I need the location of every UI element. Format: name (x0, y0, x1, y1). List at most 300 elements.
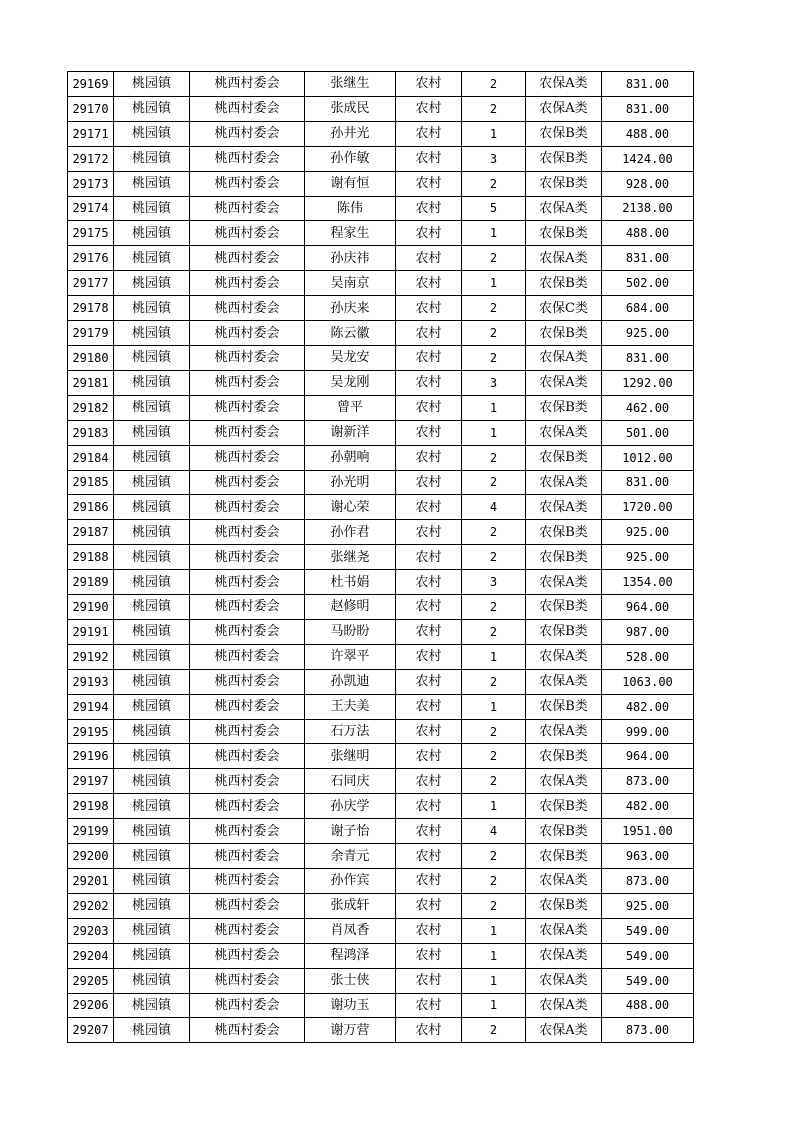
area-type-cell: 农村 (396, 395, 462, 420)
household-count-cell: 2 (462, 72, 526, 97)
amount-cell: 1292.00 (602, 370, 694, 395)
village-committee-cell: 桃西村委会 (190, 744, 305, 769)
name-cell: 陈伟 (305, 196, 396, 221)
data-table (67, 71, 694, 1043)
village-committee-cell: 桃西村委会 (190, 246, 305, 271)
household-count-cell: 2 (462, 869, 526, 894)
village-committee-cell: 桃西村委会 (190, 893, 305, 918)
household-count-cell: 2 (462, 719, 526, 744)
amount-cell: 964.00 (602, 595, 694, 620)
town-cell: 桃园镇 (114, 893, 190, 918)
village-committee-cell: 桃西村委会 (190, 619, 305, 644)
household-count-cell: 4 (462, 819, 526, 844)
area-type-cell: 农村 (396, 271, 462, 296)
record-id-cell: 29189 (68, 570, 114, 595)
name-cell: 孙井光 (305, 121, 396, 146)
town-cell: 桃园镇 (114, 72, 190, 97)
amount-cell: 1012.00 (602, 445, 694, 470)
amount-cell: 482.00 (602, 794, 694, 819)
household-count-cell: 3 (462, 370, 526, 395)
table-row (68, 420, 694, 445)
village-committee-cell: 桃西村委会 (190, 296, 305, 321)
household-count-cell: 2 (462, 296, 526, 321)
name-cell: 吴龙刚 (305, 370, 396, 395)
name-cell: 张士侠 (305, 968, 396, 993)
town-cell: 桃园镇 (114, 345, 190, 370)
household-count-cell: 1 (462, 395, 526, 420)
area-type-cell: 农村 (396, 370, 462, 395)
village-committee-cell: 桃西村委会 (190, 844, 305, 869)
village-committee-cell: 桃西村委会 (190, 943, 305, 968)
village-committee-cell: 桃西村委会 (190, 1018, 305, 1043)
amount-cell: 873.00 (602, 769, 694, 794)
household-count-cell: 1 (462, 794, 526, 819)
town-cell: 桃园镇 (114, 918, 190, 943)
area-type-cell: 农村 (396, 694, 462, 719)
record-id-cell: 29190 (68, 595, 114, 620)
household-count-cell: 2 (462, 744, 526, 769)
insurance-class-cell: 农保A类 (526, 96, 602, 121)
table-row (68, 171, 694, 196)
insurance-class-cell: 农保A类 (526, 495, 602, 520)
insurance-class-cell: 农保A类 (526, 943, 602, 968)
name-cell: 孙庆来 (305, 296, 396, 321)
table-row (68, 968, 694, 993)
household-count-cell: 5 (462, 196, 526, 221)
town-cell: 桃园镇 (114, 844, 190, 869)
name-cell: 张继生 (305, 72, 396, 97)
village-committee-cell: 桃西村委会 (190, 196, 305, 221)
name-cell: 谢功玉 (305, 993, 396, 1018)
amount-cell: 925.00 (602, 321, 694, 346)
name-cell: 赵修明 (305, 595, 396, 620)
household-count-cell: 2 (462, 769, 526, 794)
table-row (68, 918, 694, 943)
insurance-class-cell: 农保B类 (526, 694, 602, 719)
village-committee-cell: 桃西村委会 (190, 794, 305, 819)
village-committee-cell: 桃西村委会 (190, 395, 305, 420)
record-id-cell: 29175 (68, 221, 114, 246)
record-id-cell: 29177 (68, 271, 114, 296)
name-cell: 肖凤香 (305, 918, 396, 943)
household-count-cell: 2 (462, 669, 526, 694)
area-type-cell: 农村 (396, 719, 462, 744)
area-type-cell: 农村 (396, 345, 462, 370)
insurance-class-cell: 农保A类 (526, 370, 602, 395)
record-id-cell: 29180 (68, 345, 114, 370)
name-cell: 余青元 (305, 844, 396, 869)
table-body (68, 72, 694, 1043)
table-row (68, 520, 694, 545)
town-cell: 桃园镇 (114, 545, 190, 570)
insurance-class-cell: 农保A类 (526, 1018, 602, 1043)
insurance-class-cell: 农保A类 (526, 644, 602, 669)
table-row (68, 470, 694, 495)
insurance-class-cell: 农保B类 (526, 395, 602, 420)
amount-cell: 831.00 (602, 96, 694, 121)
record-id-cell: 29178 (68, 296, 114, 321)
town-cell: 桃园镇 (114, 246, 190, 271)
town-cell: 桃园镇 (114, 669, 190, 694)
name-cell: 孙作君 (305, 520, 396, 545)
area-type-cell: 农村 (396, 246, 462, 271)
record-id-cell: 29182 (68, 395, 114, 420)
village-committee-cell: 桃西村委会 (190, 171, 305, 196)
town-cell: 桃园镇 (114, 943, 190, 968)
insurance-class-cell: 农保B类 (526, 171, 602, 196)
area-type-cell: 农村 (396, 619, 462, 644)
table-row (68, 893, 694, 918)
village-committee-cell: 桃西村委会 (190, 96, 305, 121)
table-row (68, 943, 694, 968)
insurance-class-cell: 农保A类 (526, 669, 602, 694)
amount-cell: 549.00 (602, 943, 694, 968)
record-id-cell: 29198 (68, 794, 114, 819)
area-type-cell: 农村 (396, 844, 462, 869)
insurance-class-cell: 农保B类 (526, 819, 602, 844)
record-id-cell: 29194 (68, 694, 114, 719)
village-committee-cell: 桃西村委会 (190, 72, 305, 97)
record-id-cell: 29176 (68, 246, 114, 271)
name-cell: 孙朝响 (305, 445, 396, 470)
area-type-cell: 农村 (396, 121, 462, 146)
name-cell: 吴龙安 (305, 345, 396, 370)
area-type-cell: 农村 (396, 470, 462, 495)
village-committee-cell: 桃西村委会 (190, 271, 305, 296)
town-cell: 桃园镇 (114, 445, 190, 470)
town-cell: 桃园镇 (114, 146, 190, 171)
amount-cell: 1424.00 (602, 146, 694, 171)
record-id-cell: 29169 (68, 72, 114, 97)
village-committee-cell: 桃西村委会 (190, 918, 305, 943)
household-count-cell: 2 (462, 1018, 526, 1043)
amount-cell: 462.00 (602, 395, 694, 420)
amount-cell: 928.00 (602, 171, 694, 196)
area-type-cell: 农村 (396, 445, 462, 470)
name-cell: 张继尧 (305, 545, 396, 570)
town-cell: 桃园镇 (114, 321, 190, 346)
household-count-cell: 2 (462, 246, 526, 271)
area-type-cell: 农村 (396, 321, 462, 346)
record-id-cell: 29192 (68, 644, 114, 669)
amount-cell: 964.00 (602, 744, 694, 769)
town-cell: 桃园镇 (114, 121, 190, 146)
town-cell: 桃园镇 (114, 719, 190, 744)
town-cell: 桃园镇 (114, 819, 190, 844)
insurance-class-cell: 农保A类 (526, 420, 602, 445)
household-count-cell: 2 (462, 545, 526, 570)
table-row (68, 644, 694, 669)
area-type-cell: 农村 (396, 669, 462, 694)
insurance-class-cell: 农保A类 (526, 246, 602, 271)
amount-cell: 488.00 (602, 121, 694, 146)
insurance-class-cell: 农保B类 (526, 744, 602, 769)
village-committee-cell: 桃西村委会 (190, 819, 305, 844)
table-row (68, 545, 694, 570)
amount-cell: 925.00 (602, 520, 694, 545)
household-count-cell: 1 (462, 968, 526, 993)
household-count-cell: 1 (462, 993, 526, 1018)
amount-cell: 482.00 (602, 694, 694, 719)
table-row (68, 96, 694, 121)
area-type-cell: 农村 (396, 893, 462, 918)
village-committee-cell: 桃西村委会 (190, 221, 305, 246)
household-count-cell: 1 (462, 221, 526, 246)
table-row (68, 271, 694, 296)
village-committee-cell: 桃西村委会 (190, 495, 305, 520)
area-type-cell: 农村 (396, 918, 462, 943)
town-cell: 桃园镇 (114, 644, 190, 669)
insurance-class-cell: 农保A类 (526, 570, 602, 595)
area-type-cell: 农村 (396, 943, 462, 968)
record-id-cell: 29179 (68, 321, 114, 346)
amount-cell: 488.00 (602, 993, 694, 1018)
table-row (68, 221, 694, 246)
village-committee-cell: 桃西村委会 (190, 968, 305, 993)
amount-cell: 1063.00 (602, 669, 694, 694)
record-id-cell: 29205 (68, 968, 114, 993)
town-cell: 桃园镇 (114, 794, 190, 819)
name-cell: 曾平 (305, 395, 396, 420)
insurance-class-cell: 农保B类 (526, 271, 602, 296)
town-cell: 桃园镇 (114, 744, 190, 769)
household-count-cell: 2 (462, 345, 526, 370)
town-cell: 桃园镇 (114, 395, 190, 420)
area-type-cell: 农村 (396, 644, 462, 669)
name-cell: 石万法 (305, 719, 396, 744)
village-committee-cell: 桃西村委会 (190, 869, 305, 894)
village-committee-cell: 桃西村委会 (190, 570, 305, 595)
table-row (68, 246, 694, 271)
name-cell: 许翠平 (305, 644, 396, 669)
record-id-cell: 29174 (68, 196, 114, 221)
insurance-class-cell: 农保A类 (526, 993, 602, 1018)
village-committee-cell: 桃西村委会 (190, 719, 305, 744)
record-id-cell: 29201 (68, 869, 114, 894)
record-id-cell: 29199 (68, 819, 114, 844)
table-row (68, 395, 694, 420)
area-type-cell: 农村 (396, 221, 462, 246)
village-committee-cell: 桃西村委会 (190, 321, 305, 346)
table-row (68, 819, 694, 844)
insurance-class-cell: 农保B类 (526, 619, 602, 644)
town-cell: 桃园镇 (114, 495, 190, 520)
name-cell: 孙凯迪 (305, 669, 396, 694)
household-count-cell: 1 (462, 943, 526, 968)
table-row (68, 694, 694, 719)
household-count-cell: 2 (462, 619, 526, 644)
insurance-class-cell: 农保A类 (526, 345, 602, 370)
village-committee-cell: 桃西村委会 (190, 345, 305, 370)
name-cell: 吴南京 (305, 271, 396, 296)
household-count-cell: 3 (462, 570, 526, 595)
table-row (68, 345, 694, 370)
table-row (68, 744, 694, 769)
household-count-cell: 2 (462, 96, 526, 121)
amount-cell: 1951.00 (602, 819, 694, 844)
village-committee-cell: 桃西村委会 (190, 694, 305, 719)
record-id-cell: 29207 (68, 1018, 114, 1043)
household-count-cell: 2 (462, 844, 526, 869)
town-cell: 桃园镇 (114, 694, 190, 719)
name-cell: 王夫美 (305, 694, 396, 719)
insurance-class-cell: 农保A类 (526, 719, 602, 744)
village-committee-cell: 桃西村委会 (190, 420, 305, 445)
amount-cell: 831.00 (602, 246, 694, 271)
town-cell: 桃园镇 (114, 968, 190, 993)
household-count-cell: 2 (462, 520, 526, 545)
village-committee-cell: 桃西村委会 (190, 121, 305, 146)
insurance-class-cell: 农保A类 (526, 72, 602, 97)
town-cell: 桃园镇 (114, 420, 190, 445)
name-cell: 谢心荣 (305, 495, 396, 520)
table-row (68, 196, 694, 221)
record-id-cell: 29193 (68, 669, 114, 694)
town-cell: 桃园镇 (114, 296, 190, 321)
table-row (68, 1018, 694, 1043)
household-count-cell: 1 (462, 644, 526, 669)
town-cell: 桃园镇 (114, 370, 190, 395)
town-cell: 桃园镇 (114, 271, 190, 296)
insurance-class-cell: 农保A类 (526, 968, 602, 993)
town-cell: 桃园镇 (114, 1018, 190, 1043)
insurance-class-cell: 农保C类 (526, 296, 602, 321)
village-committee-cell: 桃西村委会 (190, 520, 305, 545)
area-type-cell: 农村 (396, 520, 462, 545)
area-type-cell: 农村 (396, 196, 462, 221)
amount-cell: 925.00 (602, 545, 694, 570)
insurance-class-cell: 农保B类 (526, 520, 602, 545)
table-row (68, 769, 694, 794)
insurance-class-cell: 农保A类 (526, 769, 602, 794)
area-type-cell: 农村 (396, 819, 462, 844)
area-type-cell: 农村 (396, 744, 462, 769)
name-cell: 石同庆 (305, 769, 396, 794)
record-id-cell: 29191 (68, 619, 114, 644)
record-id-cell: 29202 (68, 893, 114, 918)
village-committee-cell: 桃西村委会 (190, 445, 305, 470)
village-committee-cell: 桃西村委会 (190, 993, 305, 1018)
record-id-cell: 29195 (68, 719, 114, 744)
table-row (68, 72, 694, 97)
record-id-cell: 29186 (68, 495, 114, 520)
table-row (68, 993, 694, 1018)
name-cell: 程鸿泽 (305, 943, 396, 968)
table-row (68, 595, 694, 620)
record-id-cell: 29171 (68, 121, 114, 146)
amount-cell: 501.00 (602, 420, 694, 445)
amount-cell: 873.00 (602, 1018, 694, 1043)
record-id-cell: 29196 (68, 744, 114, 769)
record-id-cell: 29173 (68, 171, 114, 196)
name-cell: 谢子怡 (305, 819, 396, 844)
name-cell: 谢有恒 (305, 171, 396, 196)
record-id-cell: 29206 (68, 993, 114, 1018)
insurance-class-cell: 农保B类 (526, 545, 602, 570)
record-id-cell: 29183 (68, 420, 114, 445)
record-id-cell: 29170 (68, 96, 114, 121)
town-cell: 桃园镇 (114, 595, 190, 620)
table-row (68, 146, 694, 171)
town-cell: 桃园镇 (114, 570, 190, 595)
household-count-cell: 2 (462, 470, 526, 495)
table-row (68, 669, 694, 694)
record-id-cell: 29203 (68, 918, 114, 943)
village-committee-cell: 桃西村委会 (190, 470, 305, 495)
record-id-cell: 29181 (68, 370, 114, 395)
household-count-cell: 1 (462, 271, 526, 296)
record-id-cell: 29185 (68, 470, 114, 495)
name-cell: 张成轩 (305, 893, 396, 918)
area-type-cell: 农村 (396, 869, 462, 894)
area-type-cell: 农村 (396, 72, 462, 97)
household-count-cell: 1 (462, 121, 526, 146)
name-cell: 程家生 (305, 221, 396, 246)
insurance-class-cell: 农保A类 (526, 196, 602, 221)
record-id-cell: 29197 (68, 769, 114, 794)
household-count-cell: 2 (462, 595, 526, 620)
town-cell: 桃园镇 (114, 96, 190, 121)
insurance-class-cell: 农保B类 (526, 146, 602, 171)
village-committee-cell: 桃西村委会 (190, 769, 305, 794)
area-type-cell: 农村 (396, 595, 462, 620)
insurance-class-cell: 农保B类 (526, 844, 602, 869)
amount-cell: 925.00 (602, 893, 694, 918)
table-row (68, 619, 694, 644)
area-type-cell: 农村 (396, 545, 462, 570)
village-committee-cell: 桃西村委会 (190, 146, 305, 171)
household-count-cell: 1 (462, 694, 526, 719)
insurance-class-cell: 农保A类 (526, 918, 602, 943)
record-id-cell: 29204 (68, 943, 114, 968)
name-cell: 马盼盼 (305, 619, 396, 644)
area-type-cell: 农村 (396, 420, 462, 445)
town-cell: 桃园镇 (114, 171, 190, 196)
table-row (68, 370, 694, 395)
area-type-cell: 农村 (396, 296, 462, 321)
household-count-cell: 2 (462, 893, 526, 918)
name-cell: 陈云徽 (305, 321, 396, 346)
name-cell: 孙庆祎 (305, 246, 396, 271)
household-count-cell: 4 (462, 495, 526, 520)
table-row (68, 794, 694, 819)
village-committee-cell: 桃西村委会 (190, 545, 305, 570)
town-cell: 桃园镇 (114, 520, 190, 545)
insurance-class-cell: 农保B类 (526, 445, 602, 470)
amount-cell: 549.00 (602, 918, 694, 943)
table-row (68, 495, 694, 520)
area-type-cell: 农村 (396, 146, 462, 171)
household-count-cell: 2 (462, 171, 526, 196)
name-cell: 张成民 (305, 96, 396, 121)
town-cell: 桃园镇 (114, 993, 190, 1018)
table-row (68, 844, 694, 869)
village-committee-cell: 桃西村委会 (190, 595, 305, 620)
name-cell: 孙作宾 (305, 869, 396, 894)
insurance-class-cell: 农保B类 (526, 321, 602, 346)
name-cell: 谢新洋 (305, 420, 396, 445)
area-type-cell: 农村 (396, 171, 462, 196)
amount-cell: 684.00 (602, 296, 694, 321)
area-type-cell: 农村 (396, 96, 462, 121)
amount-cell: 488.00 (602, 221, 694, 246)
area-type-cell: 农村 (396, 1018, 462, 1043)
amount-cell: 987.00 (602, 619, 694, 644)
town-cell: 桃园镇 (114, 769, 190, 794)
area-type-cell: 农村 (396, 570, 462, 595)
village-committee-cell: 桃西村委会 (190, 370, 305, 395)
area-type-cell: 农村 (396, 794, 462, 819)
